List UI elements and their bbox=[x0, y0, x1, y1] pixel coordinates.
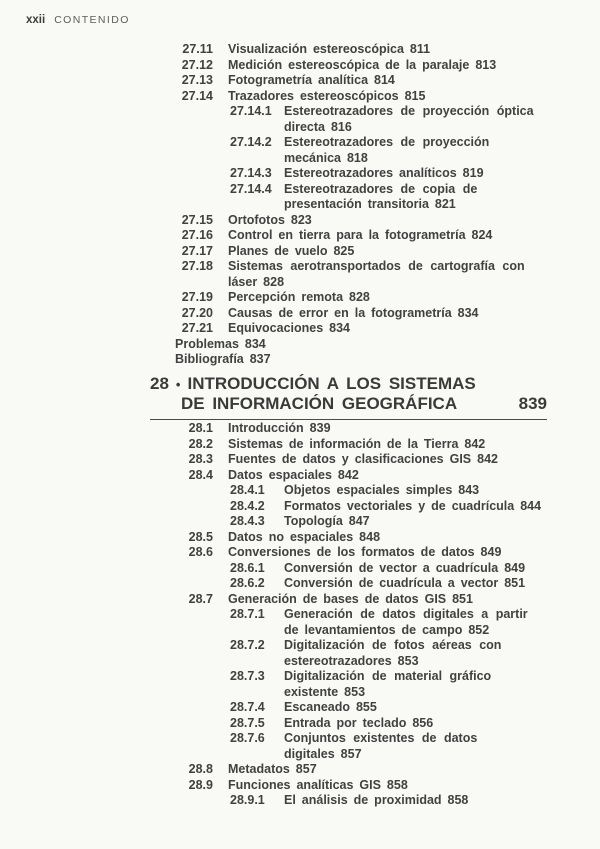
toc-entry bbox=[0, 592, 600, 608]
entry-number: 28.7.3 bbox=[230, 669, 265, 683]
entry-text-line: Formatos vectoriales y de cuadrícula 844 bbox=[284, 498, 542, 513]
chapter-title-line1: INTRODUCCIÓN A LOS SISTEMAS bbox=[187, 374, 476, 393]
toc-entry bbox=[0, 89, 600, 105]
toc-entry bbox=[0, 468, 600, 484]
toc-entry bbox=[0, 778, 600, 794]
entry-title bbox=[228, 421, 331, 437]
entry-number: 27.15 bbox=[181, 212, 213, 227]
entry-number: 28.9.1 bbox=[230, 793, 265, 807]
entry-text-line: Introducción 839 bbox=[228, 421, 331, 435]
entry-title bbox=[284, 607, 528, 638]
chapter-heading-line2 bbox=[150, 394, 547, 413]
toc-entry bbox=[0, 58, 600, 74]
entry-text-line: Estereotrazadores de proyección óptica bbox=[284, 104, 534, 118]
entry-text-line: Conversiones de los formatos de datos 849 bbox=[228, 545, 502, 559]
toc-entry bbox=[0, 483, 600, 499]
toc-entry bbox=[0, 700, 600, 716]
entry-title bbox=[284, 104, 534, 135]
entry-number: 28.7.6 bbox=[230, 731, 265, 745]
entry-text-line: Causas de error en la fotogrametría 834 bbox=[228, 305, 479, 320]
toc-entry bbox=[0, 244, 600, 260]
chapter-27-entry-list bbox=[0, 42, 600, 368]
entry-number: 28.4 bbox=[188, 467, 213, 482]
entry-number: 28.6.1 bbox=[230, 560, 265, 575]
toc-entry bbox=[0, 259, 600, 290]
entry-title bbox=[284, 182, 477, 213]
entry-number: 27.18 bbox=[181, 259, 213, 273]
entry-title bbox=[228, 530, 380, 546]
entry-number: 27.21 bbox=[181, 321, 213, 335]
entry-number: 27.14.1 bbox=[230, 104, 272, 118]
entry-text-line: Estereotrazadores de proyección bbox=[284, 135, 490, 149]
entry-number: 28.6.2 bbox=[230, 576, 265, 590]
entry-text-line: Funciones analíticas GIS 858 bbox=[228, 777, 408, 792]
toc-entry bbox=[0, 213, 600, 229]
entry-text-line: Conjuntos existentes de datos bbox=[284, 731, 478, 745]
entry-title bbox=[175, 337, 266, 353]
toc-entry bbox=[0, 104, 600, 135]
entry-number: 27.16 bbox=[181, 228, 213, 242]
entry-text-line: Fuentes de datos y clasificaciones GIS 842 bbox=[228, 452, 498, 466]
entry-title bbox=[284, 561, 525, 577]
entry-text-line: Equivocaciones 834 bbox=[228, 321, 351, 335]
entry-text-line: Medición estereoscópica de la paralaje 813 bbox=[228, 57, 497, 72]
entry-number: 28.1 bbox=[188, 421, 213, 435]
entry-text-line: Estereotrazadores analíticos 819 bbox=[284, 166, 484, 180]
entry-title bbox=[284, 700, 377, 716]
entry-title bbox=[228, 89, 425, 105]
entry-number: 28.7.1 bbox=[230, 607, 265, 621]
toc-entry bbox=[0, 135, 600, 166]
toc-entry bbox=[0, 166, 600, 182]
entry-number: 27.14.2 bbox=[230, 135, 272, 149]
entry-title bbox=[228, 437, 485, 453]
entry-text-line: directa 816 bbox=[284, 119, 352, 134]
running-header bbox=[26, 10, 130, 28]
chapter-heading-line1 bbox=[150, 374, 547, 394]
entry-text-line: Datos no espaciales 848 bbox=[228, 529, 381, 544]
entry-number: 28.3 bbox=[188, 452, 213, 466]
toc-entry bbox=[0, 352, 600, 368]
entry-text-line: Percepción remota 828 bbox=[228, 290, 370, 304]
entry-title bbox=[228, 762, 317, 778]
entry-text-line: Entrada por teclado 856 bbox=[284, 715, 434, 730]
entry-text-line: Metadatos 857 bbox=[228, 762, 317, 776]
entry-text-line: Digitalización de fotos aéreas con bbox=[284, 638, 502, 652]
entry-title bbox=[284, 166, 484, 182]
entry-number: 27.14.4 bbox=[230, 181, 272, 196]
entry-number: 28.7.5 bbox=[230, 715, 265, 730]
toc-entry bbox=[0, 545, 600, 561]
chapter-title-line2: DE INFORMACIÓN GEOGRÁFICA bbox=[181, 394, 458, 413]
entry-text-line: Sistemas aerotransportados de cartografía con bbox=[228, 259, 525, 273]
entry-text-line: presentación transitoria 821 bbox=[284, 197, 456, 211]
toc-entry bbox=[0, 561, 600, 577]
entry-number: 28.7 bbox=[188, 591, 213, 606]
entry-title bbox=[284, 499, 541, 515]
entry-text-line: Planes de vuelo 825 bbox=[228, 243, 355, 258]
entry-title bbox=[228, 290, 370, 306]
entry-number: 28.4.1 bbox=[230, 483, 265, 497]
toc-entry bbox=[0, 337, 600, 353]
toc-entry bbox=[0, 321, 600, 337]
entry-text-line: Control en tierra para la fotogrametría 824 bbox=[228, 228, 493, 242]
toc-entry bbox=[0, 514, 600, 530]
entry-text-line: mecánica 818 bbox=[284, 150, 368, 165]
toc-entry bbox=[0, 576, 600, 592]
entry-number: 27.17 bbox=[181, 243, 213, 258]
entry-text-line: Trazadores estereoscópicos 815 bbox=[228, 88, 426, 103]
entry-number: 27.20 bbox=[181, 305, 213, 320]
entry-text-line: Ortofotos 823 bbox=[228, 212, 312, 227]
entry-title bbox=[228, 321, 350, 337]
entry-number: 27.13 bbox=[181, 73, 213, 87]
entry-title bbox=[228, 244, 354, 260]
toc-entry bbox=[0, 290, 600, 306]
entry-number: 28.5 bbox=[188, 529, 213, 544]
entry-number: 28.4.3 bbox=[230, 514, 265, 528]
entry-text-line: Escaneado 855 bbox=[284, 700, 377, 714]
heading-rule bbox=[150, 419, 547, 420]
entry-title bbox=[284, 793, 468, 809]
entry-text-line: de levantamientos de campo 852 bbox=[284, 622, 490, 637]
entry-title bbox=[228, 452, 498, 468]
entry-number: 28.7.2 bbox=[230, 638, 265, 652]
entry-number: 27.14.3 bbox=[230, 166, 272, 180]
entry-text-line: Visualización estereoscópica 811 bbox=[228, 42, 431, 56]
entry-title bbox=[228, 592, 473, 608]
chapter-start-page: 839 bbox=[518, 394, 547, 413]
entry-title bbox=[228, 42, 430, 58]
entry-title bbox=[284, 716, 433, 732]
bullet-icon: • bbox=[175, 377, 181, 392]
entry-title bbox=[228, 468, 359, 484]
entry-number: 27.12 bbox=[181, 57, 213, 72]
toc-entry bbox=[0, 669, 600, 700]
entry-text-line: existente 853 bbox=[284, 684, 366, 699]
entry-title bbox=[228, 73, 395, 89]
entry-text-line: Conversión de vector a cuadrícula 849 bbox=[284, 560, 526, 575]
chapter-number: 28 bbox=[150, 374, 169, 393]
entry-text-line: Fotogrametría analítica 814 bbox=[228, 73, 395, 87]
toc-entry bbox=[0, 42, 600, 58]
entry-title bbox=[228, 306, 479, 322]
entry-text-line: Generación de bases de datos GIS 851 bbox=[228, 591, 473, 606]
entry-text-line: Topología 847 bbox=[284, 514, 370, 528]
entry-title bbox=[284, 576, 525, 592]
entry-text-line: láser 828 bbox=[228, 274, 285, 289]
toc-entry bbox=[0, 607, 600, 638]
entry-number: 27.19 bbox=[181, 290, 213, 304]
entry-text-line: estereotrazadores 853 bbox=[284, 653, 419, 668]
entry-number: 28.7.4 bbox=[230, 700, 265, 714]
entry-title bbox=[228, 228, 492, 244]
entry-text-line: Problemas 834 bbox=[175, 336, 266, 351]
entry-text-line: Estereotrazadores de copia de bbox=[284, 181, 478, 196]
entry-title bbox=[284, 135, 489, 166]
entry-text-line: Digitalización de material gráfico bbox=[284, 669, 492, 683]
entry-title bbox=[284, 483, 479, 499]
entry-title bbox=[175, 352, 271, 368]
entry-number: 28.4.2 bbox=[230, 498, 265, 513]
toc-entry bbox=[0, 638, 600, 669]
toc-entry bbox=[0, 716, 600, 732]
entry-text-line: Bibliografía 837 bbox=[175, 352, 271, 366]
toc-entry bbox=[0, 793, 600, 809]
toc-entry bbox=[0, 421, 600, 437]
entry-title bbox=[284, 638, 501, 669]
entry-number: 28.8 bbox=[188, 762, 213, 776]
entry-text-line: Conversión de cuadrícula a vector 851 bbox=[284, 576, 526, 590]
toc-entry bbox=[0, 306, 600, 322]
toc-entry bbox=[0, 731, 600, 762]
toc-entry bbox=[0, 73, 600, 89]
chapter-28-entry-list bbox=[0, 421, 600, 809]
entry-text-line: Datos espaciales 842 bbox=[228, 467, 359, 482]
toc-entry bbox=[0, 499, 600, 515]
entry-text-line: Generación de datos digitales a partir bbox=[284, 607, 528, 621]
entry-text-line: Sistemas de información de la Tierra 842 bbox=[228, 436, 486, 451]
entry-title bbox=[228, 259, 525, 290]
toc-entry bbox=[0, 452, 600, 468]
entry-number: 27.14 bbox=[181, 88, 213, 103]
entry-title bbox=[228, 213, 312, 229]
entry-number: 28.2 bbox=[188, 436, 213, 451]
chapter-28-heading bbox=[150, 374, 547, 420]
entry-number: 28.9 bbox=[188, 777, 213, 792]
page-folio: xxii bbox=[26, 14, 46, 26]
toc-entry bbox=[0, 182, 600, 213]
toc-entry bbox=[0, 530, 600, 546]
entry-number: 27.11 bbox=[182, 42, 213, 56]
entry-text-line: El análisis de proximidad 858 bbox=[284, 793, 469, 807]
entry-title bbox=[284, 669, 491, 700]
entry-title bbox=[284, 731, 477, 762]
toc-entry bbox=[0, 228, 600, 244]
entry-title bbox=[228, 58, 496, 74]
toc-entry bbox=[0, 762, 600, 778]
entry-title bbox=[228, 778, 408, 794]
entry-title bbox=[284, 514, 370, 530]
toc-entry bbox=[0, 437, 600, 453]
running-head-title: CONTENIDO bbox=[54, 14, 130, 26]
entry-title bbox=[228, 545, 501, 561]
entry-number: 28.6 bbox=[188, 545, 213, 559]
entry-text-line: digitales 857 bbox=[284, 746, 362, 761]
entry-text-line: Objetos espaciales simples 843 bbox=[284, 483, 480, 497]
